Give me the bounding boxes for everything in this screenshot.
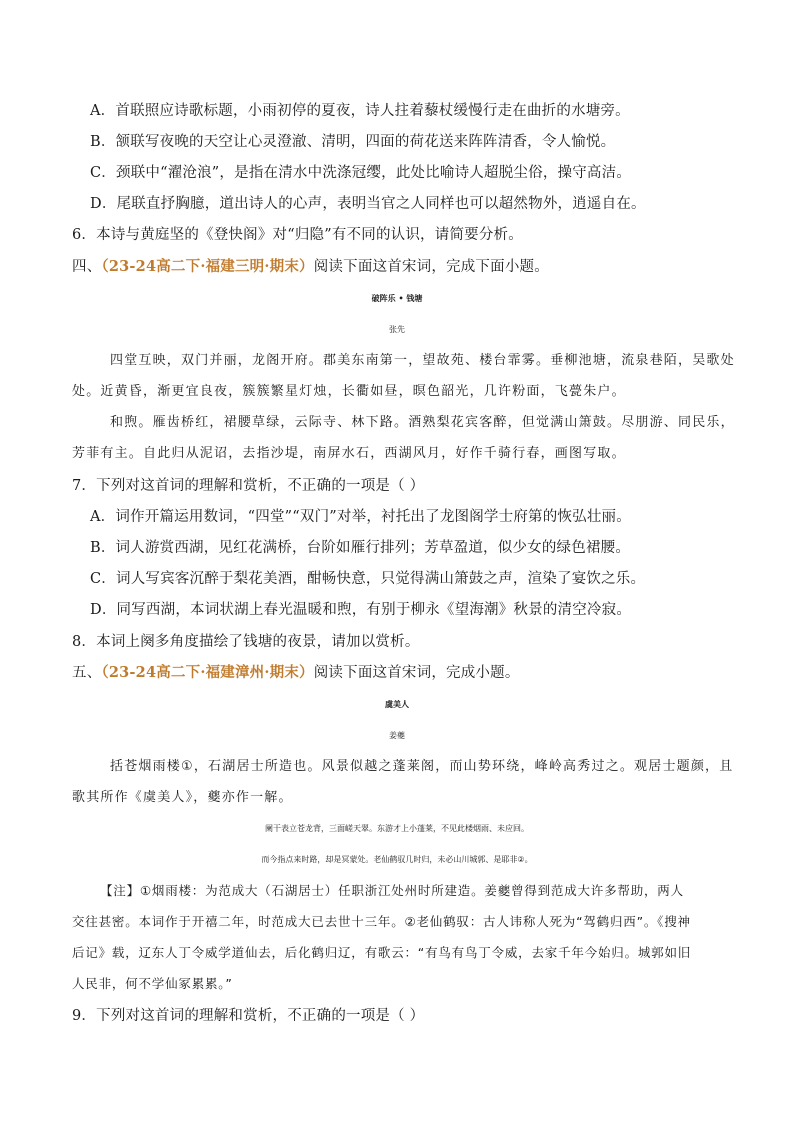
q5-option-d: D．尾联直抒胸臆，道出诗人的心声，表明当官之人同样也可以超然物外，逍遥自在。 <box>90 196 646 212</box>
question-8: 8．本词上阕多角度描绘了钱塘的夜景，请加以赏析。 <box>72 634 420 650</box>
q7-option-d: D．同写西湖，本词状湖上春光温暖和煦，有别于柳永《望海潮》秋景的清空冷寂。 <box>90 602 632 618</box>
section-4-heading <box>72 257 549 277</box>
poem-5-note-3: 后记》载，辽东人丁令威学道仙去，后化鹤归辽，有歌云：“有鸟有鸟丁令威，去家千年今始归。城郭如旧 <box>72 945 692 960</box>
poem-5-preface-1: 括苍烟雨楼①，石湖居士所造也。风景似越之蓬莱阁，而山势环绕，峰岭高秀过之。观居士题颜，且 <box>110 759 734 774</box>
poem-5-note-4: 人民非，何不学仙冢累累。” <box>72 976 233 991</box>
section-4-source: （23-24高二下·福建三明·期末） <box>101 258 314 275</box>
poem-4-author: 张先 <box>389 325 405 334</box>
poem-5-preface-2: 歌其所作《虞美人》，夔亦作一解。 <box>72 790 293 805</box>
poem-5-author: 姜夔 <box>389 731 405 740</box>
q5-option-b: B．颔联写夜晚的天空让心灵澄澈、清明，四面的荷花送来阵阵清香，令人愉悦。 <box>90 134 616 150</box>
poem-4-line-2: 处。近黄昏，渐更宜良夜，簇簇繁星灯烛，长衢如昼，暝色韶光，几许粉面，飞甍朱户。 <box>72 384 626 399</box>
question-9-stem: 9．下列对这首词的理解和赏析，不正确的一项是（ ） <box>72 1008 425 1024</box>
poem-5-verse-2: 而今指点来时路，却是冥蒙处。老仙鹤驭几时归，未必山川城郭、是耶非②。 <box>261 855 533 864</box>
section-4-prefix: 四、 <box>72 259 102 275</box>
section-5-prefix: 五、 <box>72 665 102 681</box>
q7-option-b: B．词人游赏西湖，见红花满桥，台阶如雁行排列；芳草盈道，似少女的绿色裙腰。 <box>90 540 631 556</box>
section-5-heading <box>72 663 520 683</box>
poem-4-line-3: 和煦。雁齿桥红，裙腰草绿，云际寺、林下路。酒熟梨花宾客醉，但觉满山箫鼓。尽朋游、同民乐， <box>110 415 735 430</box>
question-6: 6．本诗与黄庭坚的《登快阁》对“归隐”有不同的认识，请简要分析。 <box>72 227 523 243</box>
poem-5-title: 虞美人 <box>385 700 409 709</box>
poem-4-title: 破阵乐 • 钱塘 <box>371 294 423 303</box>
poem-4-line-4: 芳菲有主。自此归从泥诏，去指沙堤，南屏水石，西湖风月，好作千骑行春，画图写取。 <box>72 446 626 461</box>
q5-option-c: C．颈联中“濯沧浪”，是指在清水中洗涤冠缨，此处比喻诗人超脱尘俗，操守高洁。 <box>90 165 632 181</box>
q7-option-c: C．词人写宾客沉醉于梨花美酒，酣畅快意，只觉得满山箫鼓之声，渲染了宴饮之乐。 <box>90 571 646 587</box>
q7-option-a: A．词作开篇运用数词，“四堂”“双门”对举，衬托出了龙图阁学士府第的恢弘壮丽。 <box>90 509 631 525</box>
question-7-stem: 7．下列对这首词的理解和赏析，不正确的一项是（ ） <box>72 478 425 494</box>
section-4-instruction: 阅读下面这首宋词，完成下面小题。 <box>313 259 549 275</box>
q5-option-a: A．首联照应诗歌标题，小雨初停的夏夜，诗人拄着藜杖缓慢行走在曲折的水塘旁。 <box>90 103 630 119</box>
section-5-source: （23-24高二下·福建漳州·期末） <box>101 664 314 681</box>
poem-5-note-1: 【注】①烟雨楼：为范成大（石湖居士）任职浙江处州时所建造。姜夔曾得到范成大许多帮助，两人 <box>100 883 684 898</box>
poem-4-line-1: 四堂互映，双门并丽，龙阁开府。郡美东南第一，望故苑、楼台霏雾。垂柳池塘，流泉巷陌，吴歌处 <box>110 353 735 368</box>
poem-5-note-2: 交往甚密。本词作于开禧二年，时范成大已去世十三年。②老仙鹤驭：古人讳称人死为“驾鹤归西”。《搜神 <box>72 914 691 929</box>
poem-5-verse-1: 阑干表立苍龙背，三面嵯天翠。东游才上小蓬莱，不见此楼烟雨、未应回。 <box>265 824 529 833</box>
section-5-instruction: 阅读下面这首宋词，完成小题。 <box>313 665 520 681</box>
